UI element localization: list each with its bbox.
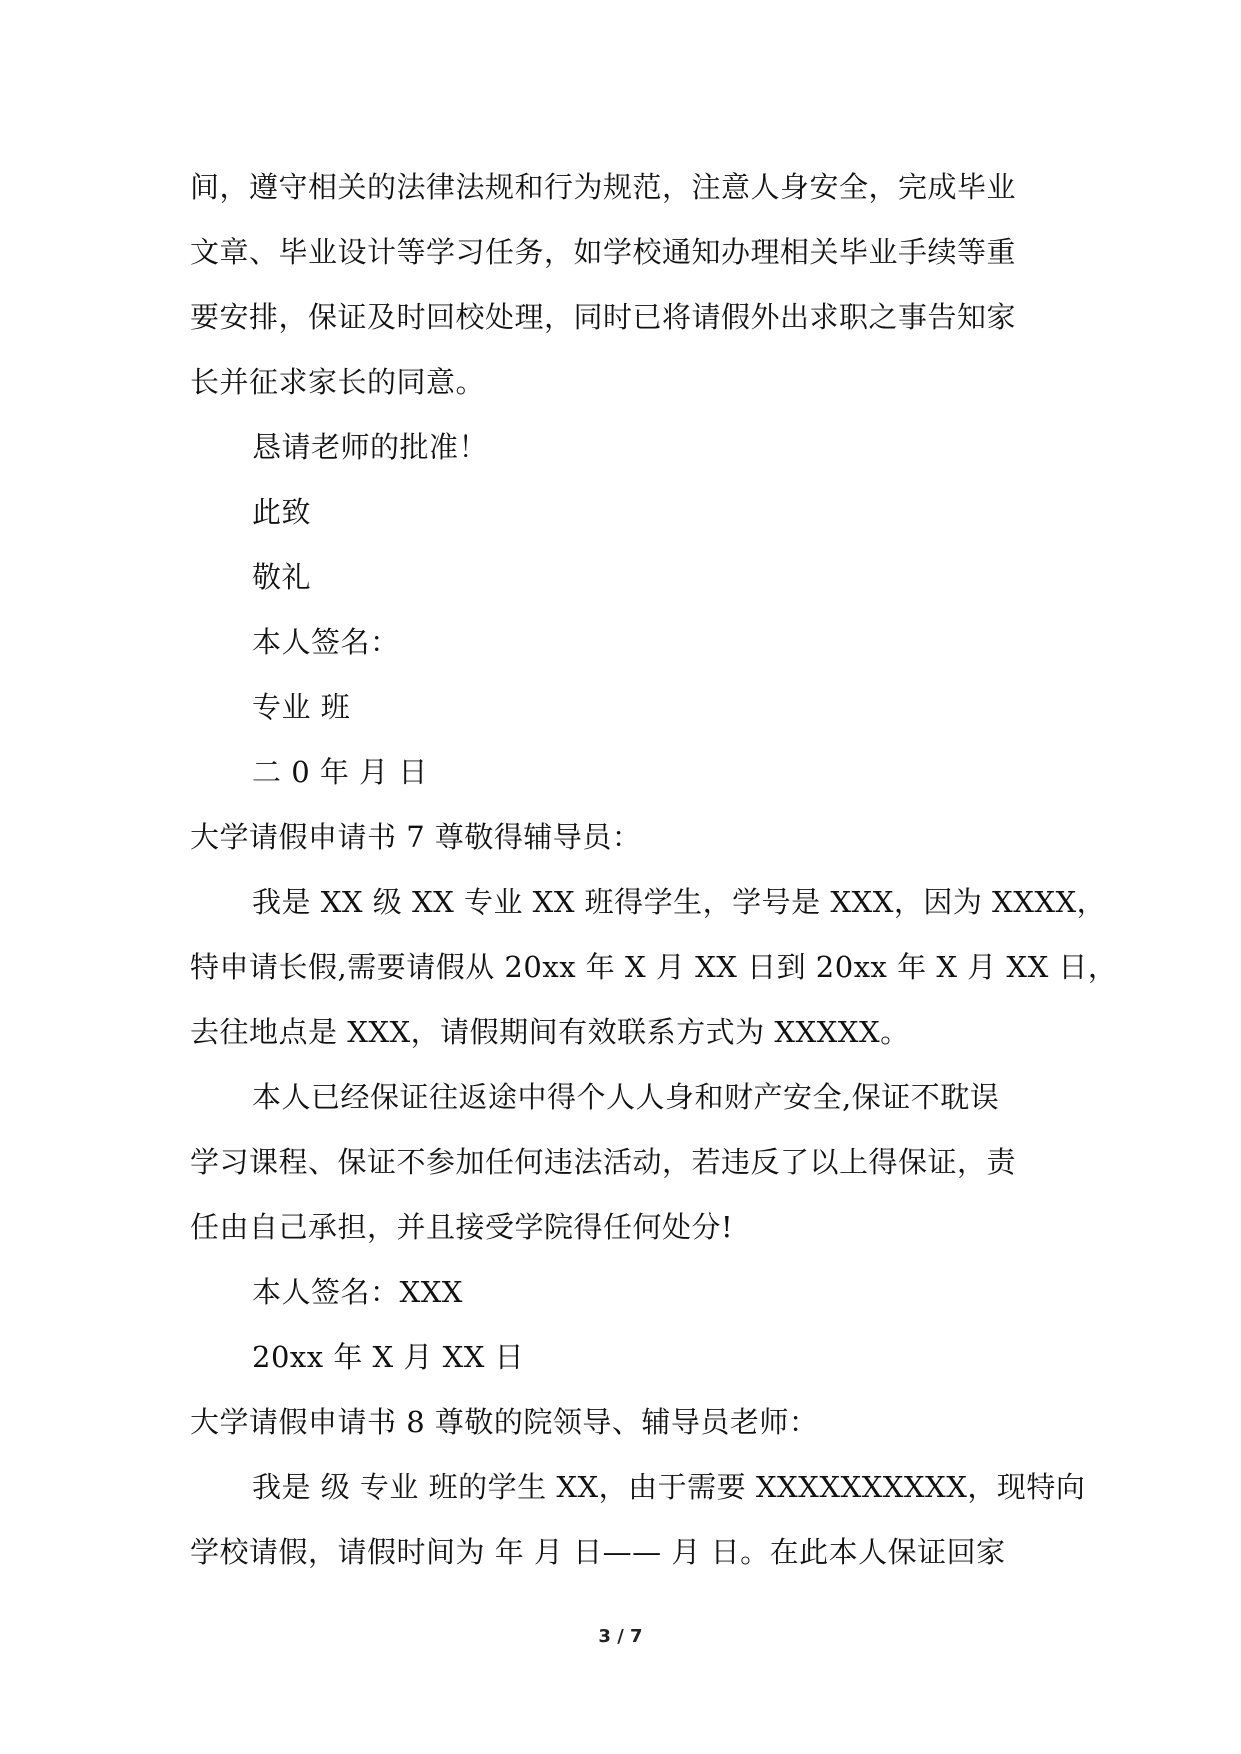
section-heading: 大学请假申请书 8 尊敬的院领导、辅导员老师： xyxy=(190,1405,819,1439)
signature-line: 本人签名：XXX xyxy=(252,1275,463,1309)
page-number: 3 / 7 xyxy=(598,1626,643,1647)
signature-line: 本人签名： xyxy=(252,625,400,659)
body-line: 我是 XX 级 XX 专业 XX 班得学生，学号是 XXX，因为 XXXX， xyxy=(252,885,1107,919)
body-line: 任由自己承担，并且接受学院得任何处分! xyxy=(190,1210,734,1244)
body-line: 长并征求家长的同意。 xyxy=(190,365,486,399)
section-heading: 大学请假申请书 7 尊敬得辅导员： xyxy=(190,820,642,854)
body-line: 我是 级 专业 班的学生 XX，由于需要 XXXXXXXXXX，现特向 xyxy=(252,1470,1086,1504)
body-line: 本人已经保证往返途中得个人人身和财产安全,保证不耽误 xyxy=(252,1080,1000,1114)
signature-line: 专业 班 xyxy=(252,690,351,724)
body-line: 间，遵守相关的法律法规和行为规范，注意人身安全，完成毕业 xyxy=(190,170,1017,204)
closing-line: 敬礼 xyxy=(252,560,312,594)
body-line: 特申请长假,需要请假从 20xx 年 X 月 XX 日到 20xx 年 X 月 XX 日， xyxy=(190,950,1118,984)
closing-line: 此致 xyxy=(252,495,312,529)
body-line: 文章、毕业设计等学习任务，如学校通知办理相关毕业手续等重 xyxy=(190,235,1017,269)
date-line: 二 0 年 月 日 xyxy=(252,755,428,789)
document-body xyxy=(190,155,1118,1585)
body-line: 要安排，保证及时回校处理，同时已将请假外出求职之事告知家 xyxy=(190,300,1017,334)
body-line: 去往地点是 XXX，请假期间有效联系方式为 XXXXX。 xyxy=(190,1015,910,1049)
closing-line: 恳请老师的批准！ xyxy=(252,430,489,464)
date-line: 20xx 年 X 月 XX 日 xyxy=(252,1340,525,1374)
body-line: 学校请假，请假时间为 年 月 日—— 月 日。在此本人保证回家 xyxy=(190,1535,1006,1569)
body-line: 学习课程、保证不参加任何违法活动，若违反了以上得保证，责 xyxy=(190,1145,1017,1179)
